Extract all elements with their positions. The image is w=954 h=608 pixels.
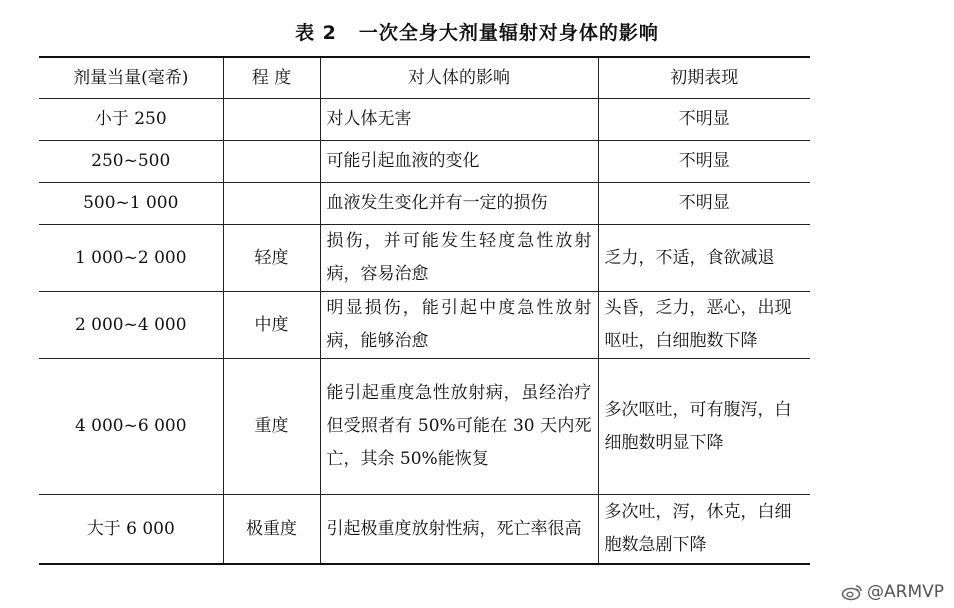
effect-cell: 损伤，并可能发生轻度急性放射病，容易治愈: [320, 225, 598, 292]
dose-cell: 500~1 000: [39, 183, 223, 225]
severity-cell: [223, 99, 320, 141]
severity-cell: [223, 183, 320, 225]
caption-label: 表 2: [295, 22, 337, 44]
watermark: [841, 582, 944, 602]
effect-cell: 能引起重度急性放射病，虽经治疗但受照者有 50%可能在 30 天内死亡，其余 50%能恢复: [320, 359, 598, 495]
dose-cell: 1 000~2 000: [39, 225, 223, 292]
header-dose: 剂量当量(毫希): [39, 57, 223, 99]
dose-cell: 2 000~4 000: [39, 292, 223, 359]
watermark-text: @ARMVP: [867, 582, 944, 602]
table-row: [39, 183, 810, 225]
severity-cell: 重度: [223, 359, 320, 495]
table-row: [39, 359, 810, 495]
table-row: [39, 225, 810, 292]
effect-cell: 对人体无害: [320, 99, 598, 141]
symptoms-cell: 不明显: [598, 141, 810, 183]
severity-cell: 极重度: [223, 495, 320, 565]
severity-cell: 轻度: [223, 225, 320, 292]
header-symptoms: 初期表现: [598, 57, 810, 99]
header-row: [39, 57, 810, 99]
effect-cell: 血液发生变化并有一定的损伤: [320, 183, 598, 225]
effect-cell: 可能引起血液的变化: [320, 141, 598, 183]
dose-cell: 大于 6 000: [39, 495, 223, 565]
dose-cell: 4 000~6 000: [39, 359, 223, 495]
weibo-icon: [841, 583, 863, 601]
symptoms-cell: 不明显: [598, 99, 810, 141]
table-row: [39, 495, 810, 565]
symptoms-cell: 头昏，乏力，恶心，出现呕吐，白细胞数下降: [598, 292, 810, 359]
radiation-dose-table: [39, 56, 810, 565]
table-row: [39, 141, 810, 183]
symptoms-cell: 多次呕吐，可有腹泻，白细胞数明显下降: [598, 359, 810, 495]
symptoms-cell: 不明显: [598, 183, 810, 225]
dose-cell: 250~500: [39, 141, 223, 183]
dose-cell: 小于 250: [39, 99, 223, 141]
table-row: [39, 99, 810, 141]
severity-cell: [223, 141, 320, 183]
table-caption: [0, 18, 954, 45]
symptoms-cell: 乏力，不适，食欲减退: [598, 225, 810, 292]
severity-cell: 中度: [223, 292, 320, 359]
header-effect: 对人体的影响: [320, 57, 598, 99]
header-severity: 程 度: [223, 57, 320, 99]
effect-cell: 引起极重度放射性病，死亡率很高: [320, 495, 598, 565]
table-row: [39, 292, 810, 359]
symptoms-cell: 多次吐，泻，休克，白细胞数急剧下降: [598, 495, 810, 565]
effect-cell: 明显损伤，能引起中度急性放射病，能够治愈: [320, 292, 598, 359]
caption-title: 一次全身大剂量辐射对身体的影响: [358, 22, 659, 44]
